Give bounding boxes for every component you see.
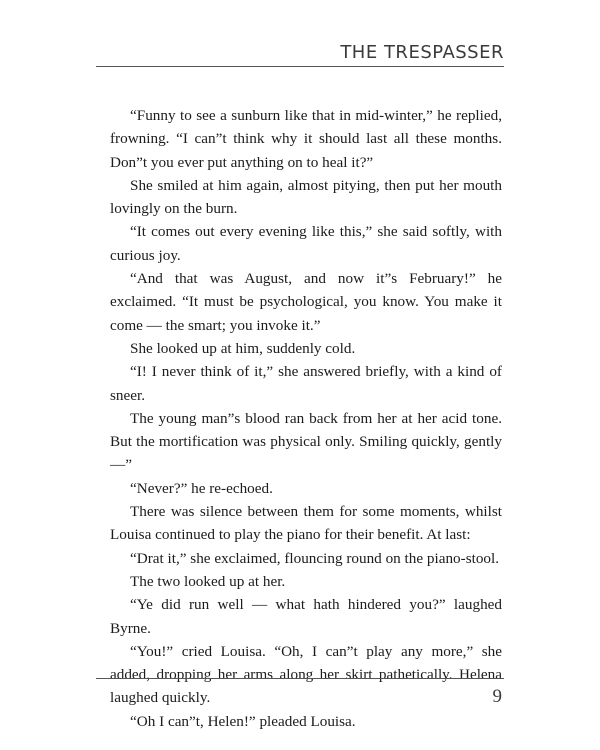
header-rule [96,66,504,67]
paragraph: “Never?” he re-echoed. [130,479,273,497]
paragraph: The young man”s blood ran back from her at her acid tone. But the mortification was physical only. Smiling quickly, gently —” [110,409,502,474]
paragraph: “Drat it,” she exclaimed, flouncing round on the piano-stool. [130,549,500,567]
paragraph: “Funny to see a sunburn like that in mid-winter,” he replied, frowning. “I can”t think why it should last all these months. Don”t you ever put anything on to heal it?” [110,107,502,171]
body-text [110,104,502,733]
paragraph: “And that was August, and now it”s February!” he exclaimed. “It must be psychological, you know. You make it come — the smart; you invoke it.” [110,270,502,334]
paragraph: “It comes out every evening like this,” she said softly, with curious joy. [110,223,502,264]
paragraph: “Oh I can”t, Helen!” pleaded Louisa. [130,712,356,730]
running-head-title: THE TRESPASSER [340,42,504,63]
paragraph: “You!” cried Louisa. “Oh, I can”t play any more,” she added, dropping her arms along her skirt pathetically. Helena laughed quickly. [110,642,502,707]
page-number: 9 [492,686,502,707]
footer-rule [96,678,504,679]
paragraph: “I! I never think of it,” she answered briefly, with a kind of sneer. [110,363,502,404]
paragraph: “Ye did run well — what hath hindered you?” laughed Byrne. [110,596,502,637]
paragraph: She looked up at him, suddenly cold. [130,339,356,357]
paragraph: There was silence between them for some moments, whilst Louisa continued to play the piano for their benefit. At last: [110,503,502,544]
paragraph: She smiled at him again, almost pitying, then put her mouth lovingly on the burn. [110,176,502,218]
paragraph: The two looked up at her. [130,572,286,590]
